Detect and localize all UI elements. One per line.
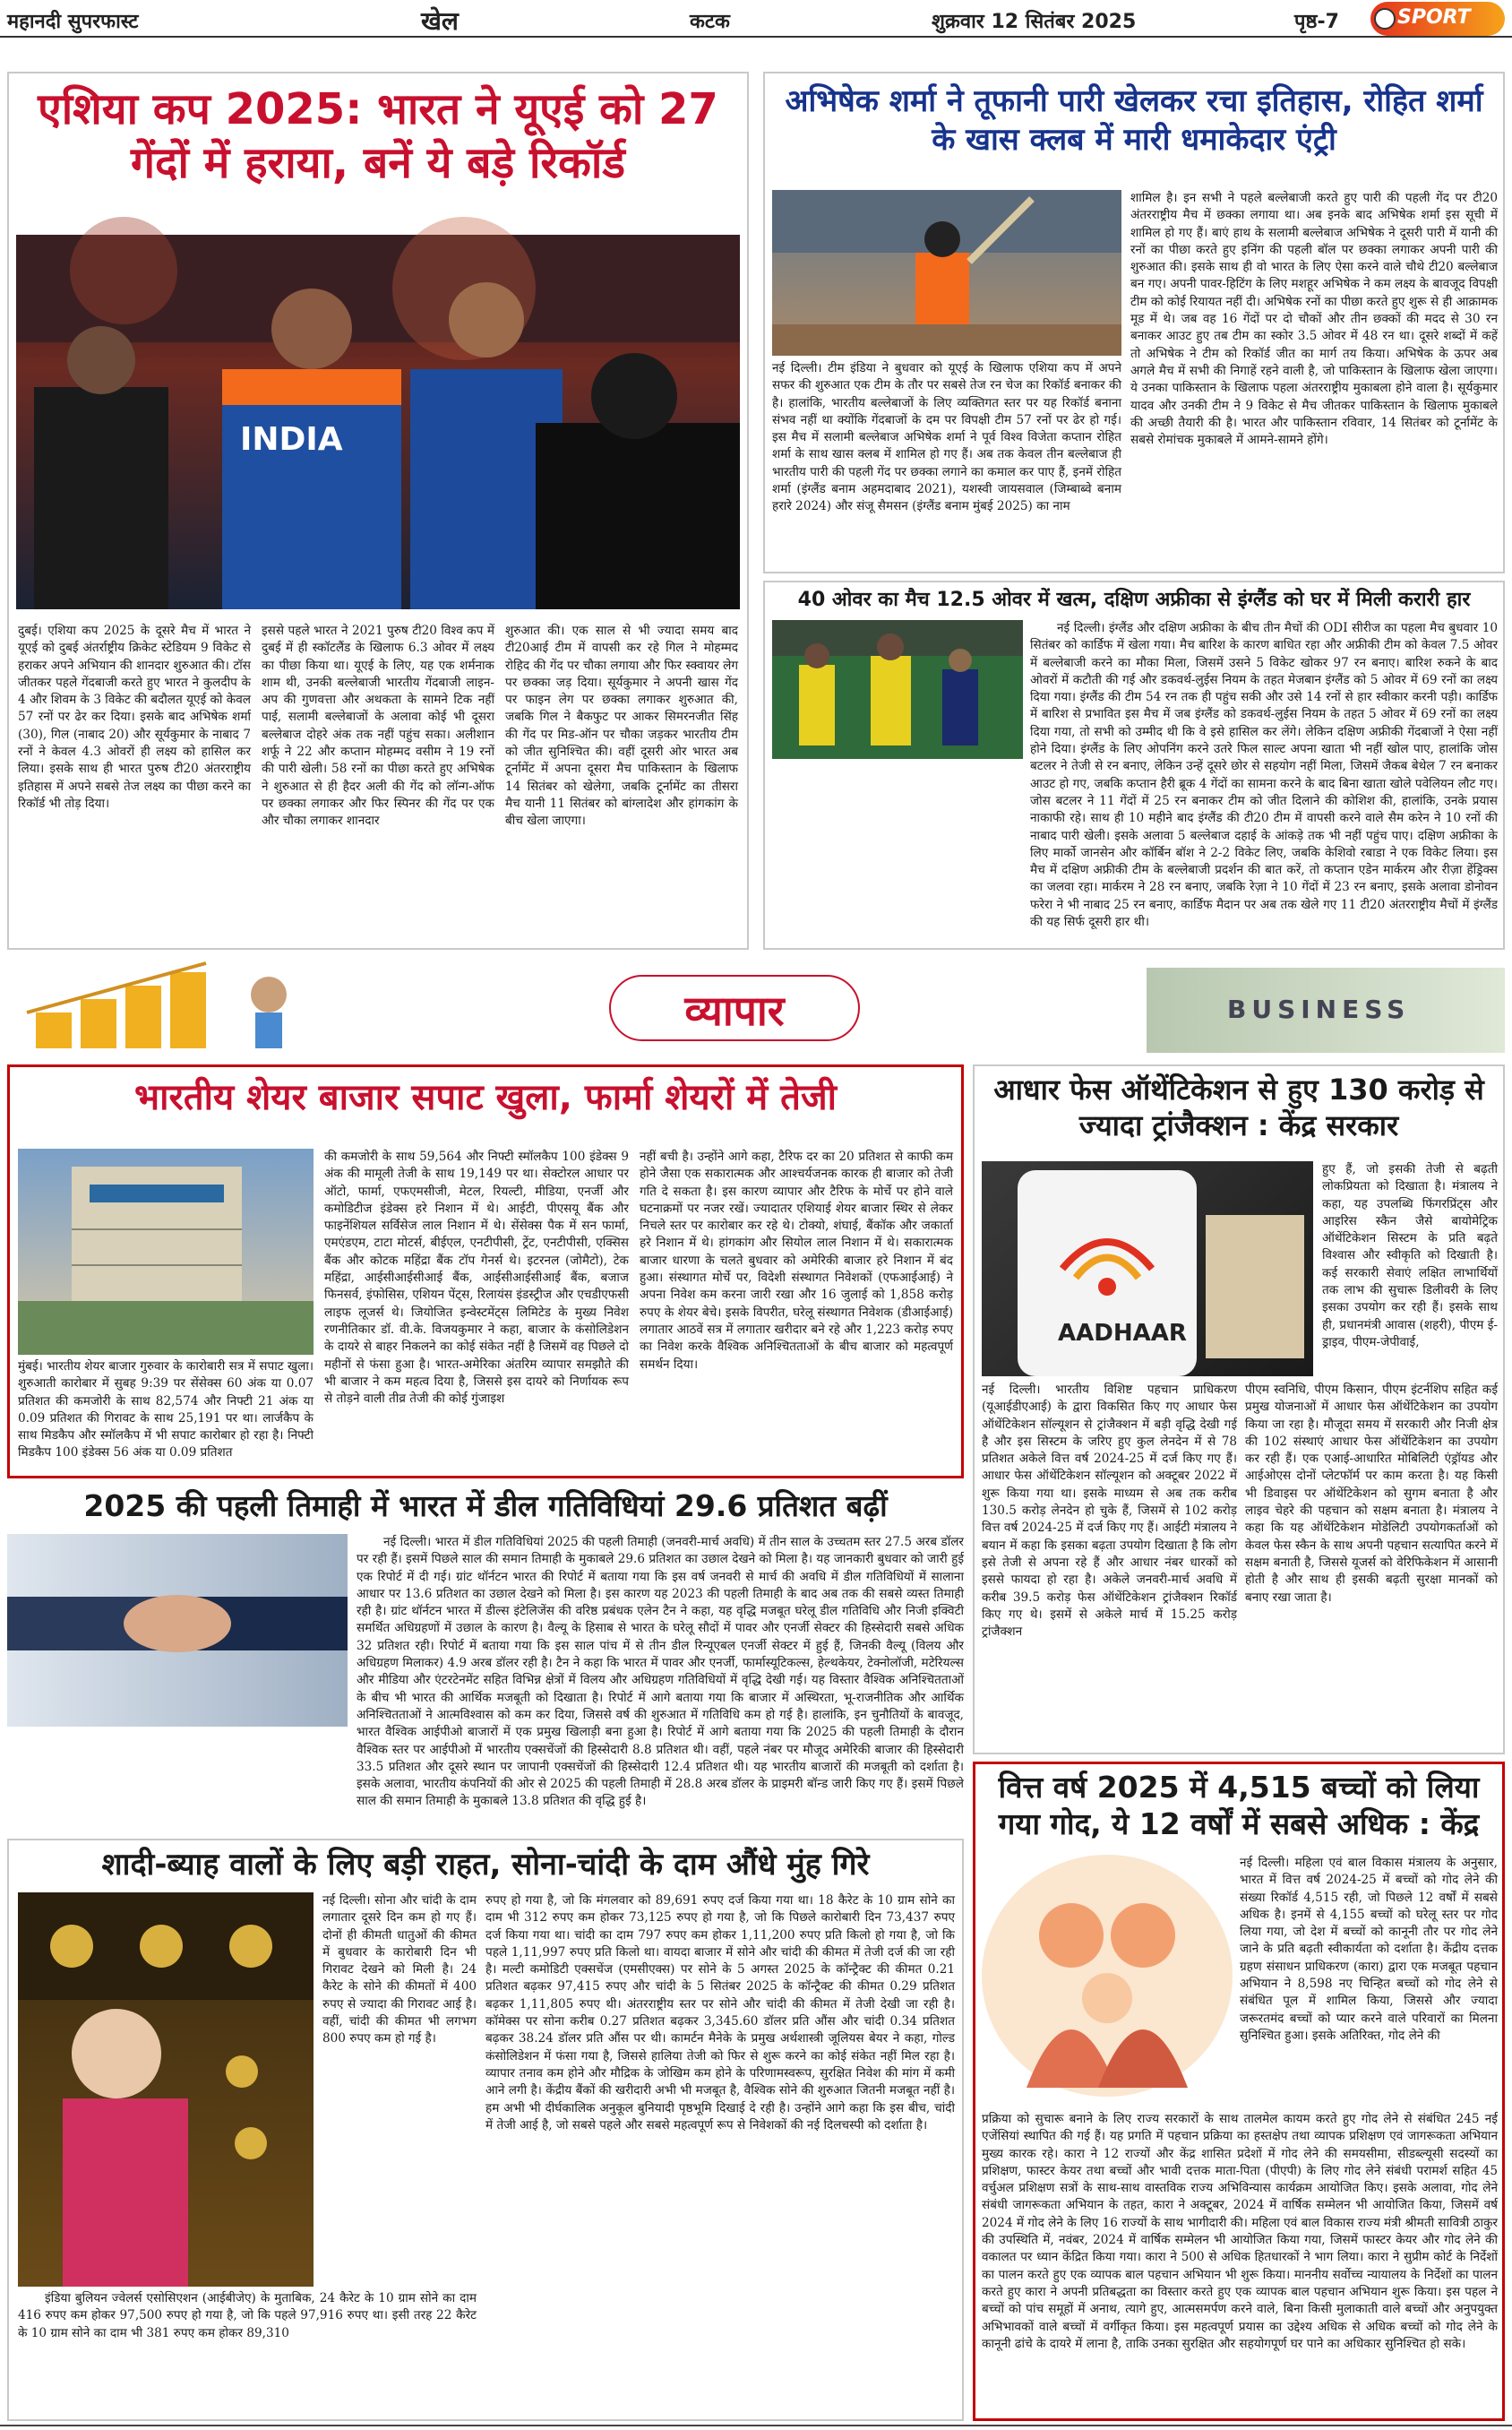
jersey-text: INDIA (240, 421, 343, 458)
issue-date: शुक्रवार 12 सितंबर 2025 (932, 11, 1137, 33)
business-banner (0, 959, 1512, 1057)
asia-cup-headline: एशिया कप 2025: भारत ने यूएई को 27 गेंदों में हराया, बनें ये बड़े रिकॉर्ड (38, 84, 718, 188)
deal-activity-headline: 2025 की पहली तिमाही में भारत में डील गतिविधियां 29.6 प्रतिशत बढ़ीं (83, 1488, 888, 1523)
page-header (0, 0, 1512, 38)
abhishek-col2: शामिल है। इन सभी ने पहले बल्लेबाजी करते हुए पारी की पहली गेंद पर टी20 अंतरराष्ट्रीय मैच में छक्का लगाया था। अब इनके बाद अभिषेक शर्मा इस सूची में शामिल हो गए हैं। बाएं हाथ के सलामी बल्लेबाज अभिषेक ने दूसरी पारी में यानी की रनों का पीछा करते हुए इनिंग की पहली बॉल पर छक्का लगाकर अपनी पारी की शुरुआत की। इसके साथ ही वो भारत के लिए ऐसा करने वाले चौथे टी20 बल्लेबाज बन गए। अपनी पावर-हिटिंग के लिए मशहूर अभिषेक ने कम लक्ष्य के बावजूद विपक्षी टीम को कोई रियायत नहीं दी। अभिषेक रनों का पीछा करते हुए शुरू से ही आक्रामक मूड में थे। जब वह 16 गेंदों पर दो चौकों और तीन छक्कों की मदद से 30 रन बनाकर आउट हुए तब टीम का स्कोर 3.5 ओवर में 48 रन था। दूसरे शब्दों में कहें तो अभिषेक ने टीम को रिकॉर्ड जीत का मार्ग तय किया। अभिषेक के ऊपर अब अगले मैच में सभी की निगाहें रहने वाली है, जो पाकिस्तान के खिलाफ खेला जाएगा। ये उनका पाकिस्तान के खिलाफ पहला अंतरराष्ट्रीय मुकाबला होने वाला है। सूर्यकुमार यादव और उनकी टीम ने 9 विकेट से मैच जीतकर पाकिस्तान के खिलाफ मुकाबले की अच्छी तैयारी की है। भारत और पाकिस्तान रविवार, 14 सितंबर को टूर्नामेंट के सबसे रोमांचक मुकाबले में आमने-सामने होंगे। (1130, 191, 1498, 448)
players-image (772, 620, 1023, 759)
adoption-headline: वित्त वर्ष 2025 में 4,515 बच्चों को लिया गया गोद, ये 12 वर्षों में सबसे अधिक : केंद्र (998, 1770, 1480, 1842)
batsman-image (772, 190, 1121, 356)
sport-logo: SPORT (1370, 2, 1505, 36)
business-money-graphic (1147, 968, 1505, 1053)
share-market-col1: मुंबई। भारतीय शेयर बाजार गुरुवार के कारोबारी सत्र में सपाट खुला। शुरुआती कारोबार में सुबह 9:39 पर सेंसेक्स 60 अंक या 0.07 प्रतिशत की कमजोरी के साथ 82,574 और निफ्टी 21 अंक या 0.09 प्रतिशत की गिरावट के साथ 25,191 पर था। लार्जकैप के साथ मिडकैप और स्मॉलकैप में भी सपाट कारोबार हो रहा है। निफ्टी मिडकैप 100 इंडेक्स 56 अंक या 0.09 प्रतिशत (18, 1359, 314, 1461)
business-title: व्यापार (684, 987, 785, 1035)
page-number: पृष्ठ-7 (1294, 11, 1339, 33)
adoption-photo (982, 1855, 1233, 2097)
gold-col1: नई दिल्ली। सोना और चांदी के दाम लगातार दूसरे दिन कम हो गए हैं। दोनों ही कीमती धातुओं की कीमत में बुधवार के कारोबारी दिन भी गिरावट देखने को मिली है। 24 कैरेट के सोने की कीमतों में 400 रुपए से ज्यादा की गिरावट आई है। वहीं, चांदी की कीमत भी लगभग 800 रुपए कम हो गई है। (322, 1893, 477, 2047)
business-word: BUSINESS (1227, 995, 1411, 1024)
asia-cup-col1: दुबई। एशिया कप 2025 के दूसरे मैच में भारत ने यूएई को दुबई अंतर्राष्ट्रीय क्रिकेट स्टेडियम 9 विकेट से हराकर अपने अभियान की शानदार शुरुआत की। टॉस जीतकर पहले गेंदबाजी करते हुए भारत ने कुलदीप के 4 और शिवम के 3 विकेट की बदौलत यूएई को केवल 57 रनों पर ढेर कर दिया। इसके बाद अभिषेक शर्मा (30), गिल (नाबाद 20) और सूर्यकुमार के नाबाद 7 रनों ने केवल 4.3 ओवरों ही लक्ष्य को हासिल कर लिया। इसके साथ ही भारत पुरुष टी20 अंतरराष्ट्रीय इतिहास में अपने सबसे तेज लक्ष्य का पीछा करने का रिकॉर्ड भी तोड़ दिया। (18, 624, 251, 811)
business-title-pill (609, 975, 860, 1041)
coins-graphic (9, 959, 349, 1057)
aadhaar-photo (982, 1161, 1313, 1376)
share-market-photo (18, 1149, 314, 1355)
share-market-col2: की कमजोरी के साथ 59,564 और निफ्टी स्मॉलकैप 100 इंडेक्स 9 अंक की मामूली तेजी के साथ 19,149 पर था। सेक्टोरल आधार पर ऑटो, फार्मा, एफएमसीजी, मेटल, रियल्टी, मीडिया, एनर्जी और कमोडिटीज इंडेक्स हरे निशान में थे। आईटी, पीएसयू बैंक और फाइनेंशियल सर्विसेज लाल निशान में थे। सेंसेक्स पैक में सन फार्मा, एमएंडएम, टाटा मोटर्स, बीईएल, एनटीपीसी, ट्रेंट, एनटीपीसी, एक्सिस बैंक और कोटक महिंद्रा बैंक टॉप गेनर्स थे। इटरनल (जोमैटो), टेक महिंद्रा, आईसीआईसीआई बैंक, आईसीआईसीआई बैंक, बजाज फिनसर्व, इंफोसिस, एशियन पेंट्स, रिलायंस इंडस्ट्रीज और एचडीएफसी लाइफ लूजर्स थे। जियोजित इन्वेस्टमेंट्स लिमिटेड के मुख्य निवेश रणनीतिकार डॉ. वी.के. विजयकुमार ने कहा, बाजार के कंसोलिडेशन के दायरे से बाहर निकलने का कोई संकेत नहीं है जिसमें वह पिछले दो महीनों से फंसा हुआ है। भारत-अमेरिका अंतरिम व्यापार समझौते की भी बाजार ने कम महत्व दिया है, जिससे इस दायरे को निर्णायक रूप से तोड़ने वाली तीव्र तेजी की कोई गुंजाइश (324, 1150, 629, 1407)
abhishek-photo (772, 190, 1121, 356)
city-name: कटक (690, 11, 730, 33)
page-bottom-rule (0, 2425, 1512, 2426)
aadhaar-col-right: हुए हैं, जो इसकी तेजी से बढ़ती लोकप्रियता को दिखाता है। मंत्रालय ने कहा, यह उपलब्धि फिंगरप्रिंट्स और आइरिस स्कैन जैसे बायोमेट्रिक ऑथेंटिकेशन सिस्टम के प्रति बढ़ते विश्वास और स्वीकृति को दिखाती है। कई सरकारी सेवाएं लक्षित लाभार्थियों तक लाभ की सुचारू डिलीवरी के लिए इसका उपयोग कर रही हैं। इसके साथ ही, प्रधानमंत्री आवास (शहरी), पीएम ई-ड्राइव, पीएम-जेपीवाई, (1322, 1162, 1498, 1349)
abhishek-col1: नई दिल्ली। टीम इंडिया ने बुधवार को यूएई के खिलाफ एशिया कप में अपने सफर की शुरुआत एक टीम के तौर पर सबसे तेज रन चेज का रिकॉर्ड बनाकर की है। हालांकि, भारतीय बल्लेबाजों के लिए व्यक्तिगत स्तर पर यह रिकॉर्ड बनाना संभव नहीं था क्योंकि गेंदबाजों के दम पर विपक्षी टीम 57 रनों पर ढेर हो गई। इस मैच में सलामी बल्लेबाज अभिषेक शर्मा ने पूर्व विश्व विजेता कप्तान रोहित शर्मा के साथ खास क्लब में शामिल हो गए हैं। अब तक केवल तीन बल्लेबाज ही भारतीय पारी की पहली गेंद पर छक्का लगाने का कमाल कर पाए हैं, इनमें रोहित शर्मा (इंग्लैंड बनाम अहमदाबाद 2021), यशस्वी जायसवाल (जिम्बाब्वे बनाम हरारे 2024) और संजू सैमसन (इंग्लैंड बनाम मुंबई 2025) का नाम (772, 361, 1121, 514)
asia-cup-col3: शुरुआत की। एक साल से भी ज्यादा समय बाद टी20आई टीम में वापसी कर रहे गिल ने मोहम्मद रोहिद की गेंद पर चौका लगाया और फिर स्क्वायर लेग पर छक्का जड़ दिया। सूर्यकुमार ने अपनी खास गेंद पर फाइन लेग पर छक्का लगाकर शुरुआत की, जबकि गिल ने बैकफुट पर आकर सिमरनजीत सिंह की गेंद पर मिड-ऑन पर चौका जड़कर भारतीय टीम को जीत सुनिश्चित की। वहीं दूसरी ओर भारत अब टूर्नामेंट में अपना दूसरा मैच पाकिस्तान के खिलाफ 14 सितंबर को खेलेगा, जबकि टूर्नामेंट का तीसरा मैच यानी 11 सितंबर को बांग्लादेश और हांगकांग के बीच खेला जाएगा। (505, 624, 738, 829)
share-market-col3: नहीं बची है। उन्होंने आगे कहा, टैरिफ दर का 20 प्रतिशत से काफी कम होने जैसा एक सकारात्मक और आश्चर्यजनक कारक ही बाजार को तेजी गति दे सकता है। इस कारण व्यापार और टैरिफ के मोर्चे पर होने वाले घटनाक्रमों पर नजर रखें। ज्यादातर एशियाई शेयर बाजार स्थिर से लेकर निचले स्तर पर कारोबार कर रहे थे। टोक्यो, शंघाई, बैंकॉक और जकार्ता हरे निशान में थे। हांगकांग और सियोल लाल निशान में थे। सकारात्मक बाजार धारणा के चलते बुधवार को अमेरिकी बाजार हरे निशान में बंद हुआ। संस्थागत मोर्चे पर, विदेशी संस्थागत निवेशकों (एफआईआई) ने अपना निवेश कम करना जारी रखा और 16 जुलाई को 1,858 करोड़ रुपए के शेयर बेचे। इसके विपरीत, घरेलू संस्थागत निवेशक (डीआईआई) लगातार आठवें सत्र में लगातार खरीदार बने रहे और 1,223 करोड़ रुपए का निवेश करके वैश्विक अनिश्चितताओं के बीच बाजार को महत्वपूर्ण समर्थन दिया। (640, 1150, 953, 1372)
section-name: खेल (421, 6, 459, 36)
aadhaar-logo-text: AADHAAR (1058, 1320, 1187, 1347)
asia-cup-photo (16, 235, 740, 609)
jewellery-shop-image (18, 1892, 314, 2287)
stock-exchange-building (18, 1149, 314, 1355)
asia-cup-col2: इससे पहले भारत ने 2021 पुरुष टी20 विश्व कप में दुबई में ही स्कॉटलैंड के खिलाफ 6.3 ओवर में लक्ष्य का पीछा किया था। यूएई के लिए, यह एक शर्मनाक शाम थी, उनकी बल्लेबाजी भारतीय गेंदबाजी लाइन-अप की गुणवत्ता और अथकता के सामने टिक नहीं पाई, सलामी बल्लेबाजों के अलावा कोई भी दूसरा बल्लेबाज दोहरे अंक तक नहीं पहुंच सका। अलीशान शर्फू ने 22 और कप्तान मोहम्मद वसीम ने 19 रनों की पारी खेली। 58 रनों का पीछा करते हुए अभिषेक ने शुरुआत से ही हैदर अली की गेंद को लॉन्ग-ऑफ पर छक्का लगाकर और फिर स्पिनर की गेंद पर एक और चौका लगाकर शानदार (262, 624, 494, 829)
gold-bottom: इंडिया बुलियन ज्वेलर्स एसोसिएशन (आईबीजेए) के मुताबिक, 24 कैरेट के 10 ग्राम सोने का दाम 416 रुपए कम होकर 97,500 रुपए हो गया है, जो कि पहले 97,916 रुपए था। इसी तरह 22 कैरेट के 10 ग्राम सोने का दाम भी 381 रुपए कम होकर 89,310 (18, 2291, 477, 2340)
newspaper-name: महानदी सुपरफास्ट (7, 11, 139, 33)
share-market-headline: भारतीय शेयर बाजार सपाट खुला, फार्मा शेयरों में तेजी (133, 1077, 837, 1118)
deal-activity-text-top: नई दिल्ली। भारत में डील गतिविधियां 2025 की पहली तिमाही (जनवरी-मार्च अवधि) में तीन साल के उच्चतम स्तर 27.5 अरब डॉलर पर रही हैं। इसमें पिछले साल की समान तिमाही के मुकाबले 29.6 प्रतिशत का उछाल देखने को मिला है। यह जानकारी बुधवार को जारी हुई एक रिपोर्ट में दी गई। ग्रांट थॉर्नटन भारत की रिपोर्ट में बताया गया कि इस वर्ष जनवरी से मार्च की अवधि में डील गतिविधियों में सालाना आधार पर 13.6 प्रतिशत का उछाल देखने को मिला है। इस कारण यह 2023 की पहली तिमाही के बाद अब तक की सबसे व्यस्त तिमाही रही है। ग्रांट थॉर्नटन भारत में डील्स इंटेलिजेंस की वरिष्ठ प्रबंधक एलेन टैन ने कहा, यह वृद्धि मजबूत घरेलू डील गतिविधि और निजी इक्विटी समर्थित अधिग्रहणों में उछाल के कारण है। वैल्यू के हिसाब से भारत के घरेलू सौदों में पावर और एनर्जी सेक्टर की हिस्सेदारी सबसे अधिक 32 प्रतिशत रही। रिपोर्ट में बताया गया कि इस साल पांच में से तीन डील रिन्यूएबल एनर्जी सेक्टर में हुई हैं, जिनकी वैल्यू (विलय और अधिग्रहण मिलाकर) 4.9 अरब डॉलर रही है। टैन ने कहा कि भारत में पावर और एनर्जी, फार्मास्यूटिकल्स, हेल्थकेयर, टेक्नोलॉजी, मटेरियल्स और मीडिया और एंटरटेनमेंट सहित विभिन्न क्षेत्रों में विलय और अधिग्रहण गतिविधियों में वृद्धि देखी गई। यह विस्तार वैश्विक अनिश्चितताओं के बीच भी भारत की आर्थिक मजबूती को दिखाता है। रिपोर्ट में आगे बताया गया कि बाजार में अस्थिरता, भू-राजनीतिक और आर्थिक अनिश्चितताओं ने आत्मविश्वास को कम कर दिया, जिससे वर्ष की शुरुआत में गतिविधि कम हो गई है। हालांकि, इन चुनौतियों के बावजूद, भारत वैश्विक आईपीओ बाजारों में एक प्रमुख खिलाड़ी बना हुआ है। रिपोर्ट में आगे बताया गया कि 2025 की पहली तिमाही के दौरान वैश्विक स्तर पर आईपीओ में भारतीय एक्सचेंजों की हिस्सेदारी 8.8 प्रतिशत थी। वहीं, पहले नंबर पर मौजूद अमेरिकी बाजार की हिस्सेदारी 33.5 प्रतिशत और दूसरे स्थान पर जापानी एक्सचेंजों की हिस्सेदारी 12.4 प्रतिशत थी। यह भारतीय बाजारों की मजबूती को दर्शाता है। इसके अलावा, भारतीय कंपनियों की ओर से 2025 की पहली तिमाही में 28.8 अरब डॉलर के प्राइमरी बॉन्ड जारी किए गए हैं। इसमें पिछले साल की समान तिमाही के मुकाबले 13.8 प्रतिशत की वृद्धि हुई है। (357, 1535, 964, 1809)
abhishek-headline: अभिषेक शर्मा ने तूफानी पारी खेलकर रचा इतिहास, रोहित शर्मा के खास क्लब में मारी धमाकेदार एंट्री (785, 83, 1483, 158)
aadhaar-text: नई दिल्ली। भारतीय विशिष्ट पहचान प्राधिकरण (यूआईडीएआई) के द्वारा विकसित किए गए आधार फेस ऑथेंटिकेशन सॉल्यूशन से ट्रांजैक्शन में बड़ी वृद्धि देखी गई है और इस सिस्टम के जरिए हुए कुल लेनदेन में से 78 प्रतिशत अकेले वित्त वर्ष 2024-25 में दर्ज किए गए हैं। आधार फेस ऑथेंटिकेशन सॉल्यूशन को अक्टूबर 2022 में शुरू किया गया था। इसके माध्यम से अब तक करीब 130.5 करोड़ लेनदेन हो चुके हैं, जिसमें से 102 करोड़ वित्त वर्ष 2024-25 में दर्ज किए गए हैं। आईटी मंत्रालय ने बयान में कहा कि इसका बढ़ता उपयोग दिखाता है कि लोग इसे तेजी से अपना रहे हैं और आधार नंबर धारकों को इससे फायदा हो रहा है। अकेले जनवरी-मार्च अवधि में करीब 39.5 करोड़ फेस ऑथेंटिकेशन ट्रांजैक्शन रिकॉर्ड किए गए थे। इसमें से अकेले मार्च में 15.25 करोड़ ट्रांजैक्शन (982, 1383, 1237, 1640)
england-sa-headline: 40 ओवर का मैच 12.5 ओवर में खत्म, दक्षिण अफ्रीका से इंग्लैंड को घर में मिली करारी हार (797, 589, 1471, 611)
cricketers-image (16, 235, 740, 609)
family-illustration (982, 1855, 1233, 2097)
england-sa-text: नई दिल्ली। इंग्लैंड और दक्षिण अफ्रीका के बीच तीन मैचों की ODI सीरीज का पहला मैच बुधवार 10 सितंबर को कार्डिफ में खेला गया। मैच बारिश के कारण बाधित रहा और अफ्रीकी टीम को केवल 7.5 ओवर में बल्लेबाजी करने का मौका मिला, जिसमें उसने 5 विकेट खोकर 97 रन बनाए। बारिश रुकने के बाद ओवरों में कटौती की गई और डकवर्थ-लुईस नियम के तहत मेजबान इंग्लैंड को 5 ओवर में 69 रनों का लक्ष्य दिया गया। इंग्लैंड की टीम 54 रन तक ही पहुंच सकी और उसे 14 रनों से हार स्वीकार करनी पड़ी। कार्डिफ में बारिश से प्रभावित इस मैच में जब इंग्लैंड को डकवर्थ-लुईस नियम के तहत 5 ओवर में 69 रनों का लक्ष्य दिया गया, तो सभी को उम्मीद थी कि वे इसे हासिल कर लेंगे। लेकिन दक्षिण अफ्रीकी गेंदबाजों ने ऐसा नहीं होने दिया। इंग्लैंड के लिए ओपनिंग करने उतरे फिल साल्ट अपना खाता भी नहीं खोल पाए, हालांकि जोस बटलर ने तेजी से रन बनाए, लेकिन उन्हें दूसरे छोर से सहयोग नहीं मिला, जिसमें जैकब बेथेल 7 रन बनाकर आउट हो गए, जबकि कप्तान हैरी ब्रूक 4 गेंदों का सामना करने के बाद बिना खाता खोले पवेलियन लौट गए। जोस बटलर ने 11 गेंदों में 25 रन बनाकर टीम को जीत दिलाने की कोशिश की, हालांकि, उनके प्रयास नाकाफी रहे। साथ ही 10 महीने बाद इंग्लैंड की टी20 टीम में वापसी करने वाले सैम करेन ने 10 रनों की नाबाद पारी खेली। इसके अलावा 5 बल्लेबाज दहाई के आंकड़े तक भी नहीं पहुंच पाए। दक्षिण अफ्रीका के लिए मार्को जानसेन और कॉर्बिन बॉश ने 2-2 विकेट लिए, जबकि केशिवो रबाडा ने एक विकेट लिया। इस मैच में दक्षिण अफ्रीकी टीम के बल्लेबाजी प्रदर्शन की बात करें, तो कप्तान एडेन मार्करम और रीज़ा हेंड्रिक्स का जलवा रहा। मार्करम ने 28 रन बनाए, जबकि रेज़ा ने 10 गेंदों में 23 रन बनाए, इसके अलावा डोनोवन फरेरा ने भी नाबाद 25 रन बनाए, कार्डिफ मैदान पर अब तक खेले गए 11 टी20 अंतरराष्ट्रीय मैचों में इंग्लैंड की यह सिर्फ दूसरी हार थी। (1030, 621, 1498, 930)
aadhaar-text2: पीएम स्वनिधि, पीएम किसान, पीएम इंटर्नशिप सहित कई प्रमुख योजनाओं में आधार फेस ऑथेंटिकेशन का उपयोग किया जा रहा है। मौजूदा समय में सरकारी और निजी क्षेत्र की 102 संस्थाएं आधार फेस ऑथेंटिकेशन का उपयोग कर रही हैं। एक एआई-आधारित मोबिलिटी एंड्रॉयड और आईओएस दोनों प्लेटफॉर्म पर काम करता है। यह किसी भी डिवाइस पर ऑथेंटिकेशन को सुगम बनाता है और लाइव चेहरे की पहचान को सक्षम बनाता है। मंत्रालय ने कहा कि यह ऑथेंटिकेशन मोडेलिटी उपयोगकर्ताओं को केवल फेस स्कैन के साथ अपनी पहचान सत्यापित करने में सक्षम बनाती है, जिससे यूजर्स को वेरिफिकेशन में आसानी होती है और साथ ही इसकी बढ़ती सुरक्षा मानकों को बनाए रखा जाता है। (1245, 1383, 1498, 1605)
gold-col2: रुपए हो गया है, जो कि मंगलवार को 89,691 रुपए दर्ज किया गया था। 18 कैरेट के 10 ग्राम सोने का दाम भी 312 रुपए कम होकर 73,125 रुपए हो गया है, जो कि पिछले कारोबारी दिन 73,437 रुपए दर्ज किया गया था। चांदी का दाम 797 रुपए कम होकर 1,11,200 रुपए प्रति किलो हो गया है, जो कि पहले 1,11,997 रुपए प्रति किलो था। वायदा बाजार में सोने और चांदी की कीमत में तेजी दर्ज की जा रही है। मल्टी कमोडिटी एक्सचेंज (एमसीएक्स) पर सोने के 5 अगस्त 2025 के कॉन्ट्रैक्ट की कीमत 0.21 प्रतिशत बढ़कर 97,415 रुपए और चांदी के 5 सितंबर 2025 के कॉन्ट्रैक्ट की कीमत 0.29 प्रतिशत बढ़कर 1,11,805 रुपए थी। अंतरराष्ट्रीय स्तर पर सोने और चांदी की कीमत में तेजी देखी जा रही है। कॉमेक्स पर सोना करीब 0.27 प्रतिशत बढ़कर 3,345.60 डॉलर प्रति औंस और चांदी 0.34 प्रतिशत बढ़कर 38.24 डॉलर प्रति औंस पर थी। कामर्टन मैनेके के प्रमुख अर्थशास्त्री जूलियस बेयर ने कहा, गोल्ड कंसोलिडेशन में फंसा गया है, जिससे हालिया तेजी को फिर से शुरू करने का कोई संकेत नहीं मिल रहा है। व्यापार तनाव कम होने और मौद्रिक के जोखिम कम होने के परिणामस्वरूप, सुरक्षित निवेश की मांग में कमी आने लगी है। केंद्रीय बैंकों की खरीदारी अभी भी मजबूत है, वैश्विक सोने की शुरुआत जितनी मजबूत नहीं है। हम अभी भी दीर्घकालिक अनुकूल बुनियादी पृष्ठभूमि दिखाई दे रही है। उन्होंने आगे कहा कि इस बीच, चांदी में तेजी आई है, जो सबसे पहले और सबसे महत्वपूर्ण रूप से निवेशकों की नई दिलचस्पी को दर्शाता है। (485, 1893, 955, 2133)
aadhaar-phone-image (982, 1161, 1313, 1376)
deal-activity-photo (7, 1534, 348, 1727)
gold-headline: शादी-ब्याह वालों के लिए बड़ी राहत, सोना-चांदी के दाम औंधे मुंह गिरे (101, 1847, 870, 1883)
ball-icon (1374, 8, 1396, 30)
handshake-image (7, 1534, 348, 1727)
aadhaar-headline: आधार फेस ऑथेंटिकेशन से हुए 130 करोड़ से ज्यादा ट्रांजैक्शन : केंद्र सरकार (993, 1073, 1484, 1142)
england-sa-photo (772, 620, 1023, 759)
adoption-text: प्रक्रिया को सुचारू बनाने के लिए राज्य सरकारों के साथ तालमेल कायम करते हुए गोद लेने से संबंधित 245 नई एजेंसियां स्थापित की गई हैं। यह प्रगति में पहचान प्रक्रिया का हस्तक्षेप तथा व्यापक प्रशिक्षण एवं जागरूकता अभियान मुख्य कारक रहे। कारा ने 12 राज्यों और केंद्र शासित प्रदेशों में गोद लेने की समयसीमा, सीडब्ल्यूसी सदस्यों का प्रशिक्षण, फास्टर केयर तथा बच्चों और भावी दत्तक माता-पिता (पीएपी) के लिए गोद लेने संबंधी परामर्श सहित 45 वर्चुअल प्रशिक्षण सत्रों के साथ-साथ वास्तविक राज्य अभिविन्यास कार्यक्रम आयोजित किए। इसके अलावा, गोद लेने संबंधी जागरूकता अभियान के तहत, कारा ने अक्टूबर, 2024 में वार्षिक सम्मेलन भी आयोजित किया, जिसमें वर्ष 2024 में गोद लेने के लिए 16 राज्यों के साथ भागीदारी की। महिला एवं बाल विकास राज्य मंत्री श्रीमती सावित्री ठाकुर की उपस्थिति में, नवंबर, 2024 में वार्षिक सम्मेलन भी आयोजित किया गया, जिसमें फास्टर केयर और गोद लेने की वकालत पर ध्यान केंद्रित किया गया। कारा ने 500 से अधिक हितधारकों ने भाग लिया। कारा ने सुप्रीम कोर्ट के निर्देशों का पालन करते हुए एक व्यापक बाल पहचान अभियान भी शुरू किया। माननीय सर्वोच्च न्यायालय के निर्देशों का पालन करते हुए कारा ने अपनी प्रतिबद्धता का विस्तार करते हुए एक व्यापक बाल पहचान अभियान शुरू किया। इस पहल ने बच्चों को पांच समूहों में अनाथ, त्यागे हुए, आत्मसमर्पण करने वाले, बिना किसी मुलाकाती वाले बच्चों और अनुपयुक्त अभिभावकों वाले बच्चों में वर्गीकृत किया। इस महत्वपूर्ण प्रयास का उद्देश्य अधिक से अधिक बच्चों को गोद लेने के कानूनी ढांचे के दायरे में लाना है, ताकि उनका सुरक्षित और सहयोगपूर्ण घर पाने का अधिकार सुनिश्चित हो सके। (982, 2112, 1498, 2351)
deal-activity-text-bottom (7, 1729, 964, 1828)
gold-photo (18, 1892, 314, 2287)
adoption-col-right: नई दिल्ली। महिला एवं बाल विकास मंत्रालय के अनुसार, भारत में वित्त वर्ष 2024-25 में बच्चों को गोद लेने की संख्या रिकॉर्ड 4,515 रही, जो पिछले 12 वर्षों में सबसे अधिक है। इनमें से 4,155 बच्चों को घरेलू स्तर पर गोद लिया गया, जो देश में बच्चों को कानूनी तौर पर गोद लेने जाने के प्रति बढ़ती स्वीकार्यता को दर्शाता है। केंद्रीय दत्तक ग्रहण संसाधन प्राधिकरण (कारा) द्वारा एक मजबूत पहचान अभियान ने 8,598 नए चिन्हित बच्चों को गोद लेने से संबंधित पूल में शामिल किया, जिससे और ज्यादा जरूरतमंद बच्चों को प्यार करने वाले परिवारों का मिलना सुनिश्चित हुआ। इसके अतिरिक्त, गोद लेने की (1240, 1856, 1498, 2043)
